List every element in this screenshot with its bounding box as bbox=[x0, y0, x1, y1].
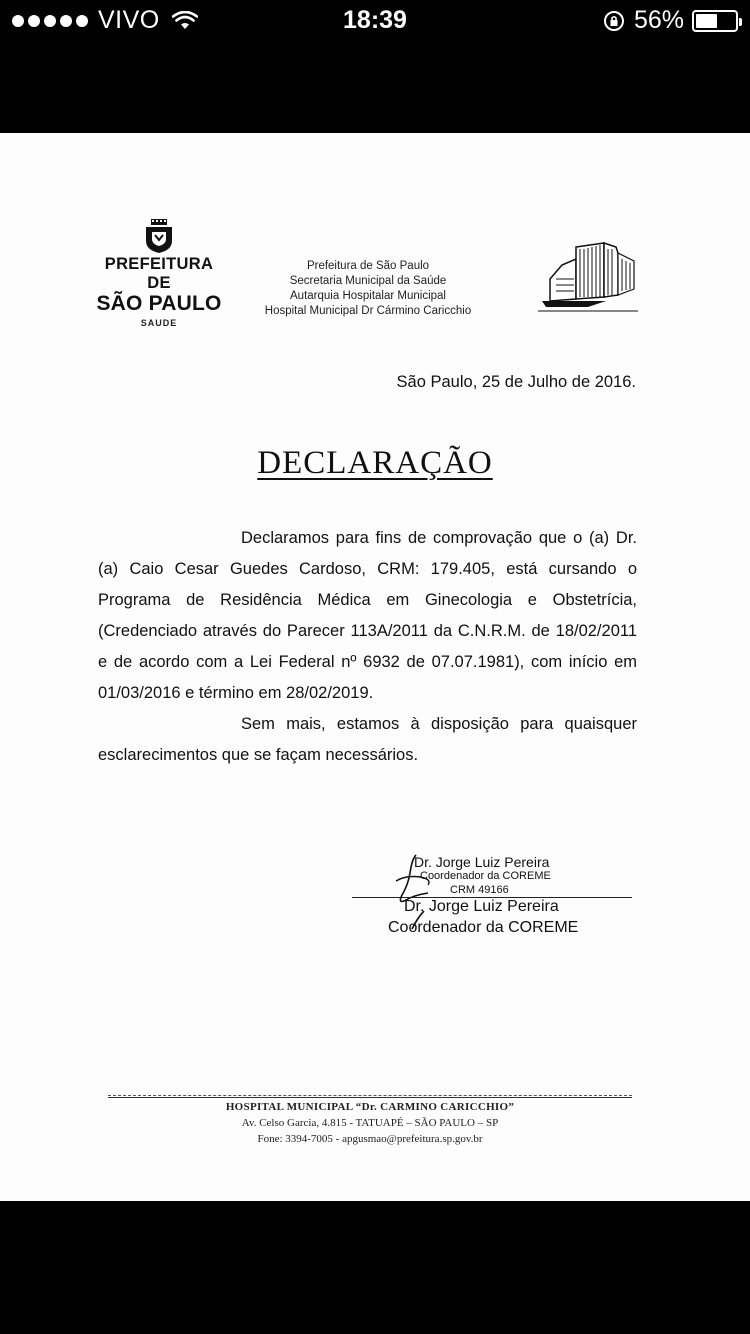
footer-divider bbox=[108, 1097, 632, 1098]
document-title: DECLARAÇÃO bbox=[257, 445, 493, 481]
signature-stamp bbox=[414, 855, 551, 897]
institution-line: Secretaria Municipal da Saúde bbox=[289, 275, 447, 287]
document-footer bbox=[0, 1099, 740, 1147]
institution-line: Hospital Municipal Dr Cármino Caricchio bbox=[264, 305, 472, 317]
clock: 18:39 bbox=[343, 6, 407, 34]
footer-address: Av. Celso Garcia, 4.815 - TATUAPÉ – SÃO PAULO – SP bbox=[241, 1117, 499, 1129]
rotation-lock-icon bbox=[602, 9, 626, 33]
document-date: São Paulo, 25 de Julho de 2016. bbox=[396, 373, 636, 391]
document-page bbox=[0, 133, 750, 1201]
institution-header bbox=[240, 259, 496, 319]
signatory-role: Coordenador da COREME bbox=[388, 919, 579, 936]
stamp-crm: CRM 49166 bbox=[450, 884, 509, 896]
signatory-name: Dr. Jorge Luiz Pereira bbox=[404, 898, 559, 915]
document-body bbox=[98, 523, 637, 771]
status-right bbox=[602, 6, 738, 35]
prefeitura-logo bbox=[94, 219, 224, 328]
hospital-building-icon bbox=[536, 239, 640, 315]
stamp-name: Dr. Jorge Luiz Pereira bbox=[414, 854, 550, 870]
battery-icon bbox=[692, 10, 738, 32]
battery-percent: 56% bbox=[633, 6, 684, 34]
institution-line: Autarquia Hospitalar Municipal bbox=[290, 290, 446, 302]
carrier-name: VIVO bbox=[98, 6, 160, 34]
logo-text-line2: SÃO PAULO bbox=[96, 292, 222, 315]
logo-text-line3: SAUDE bbox=[140, 318, 178, 328]
institution-line: Prefeitura de São Paulo bbox=[306, 260, 430, 272]
status-bar bbox=[0, 0, 750, 40]
body-paragraph: Sem mais, estamos à disposição para quaisquer esclarecimentos que se façam necessários. bbox=[98, 715, 637, 764]
footer-hospital-name: HOSPITAL MUNICIPAL “Dr. CARMINO CARICCHIO” bbox=[225, 1101, 515, 1113]
footer-divider bbox=[108, 1095, 632, 1096]
logo-text-line1: PREFEITURA DE bbox=[104, 255, 214, 292]
stamp-role: Coordenador da COREME bbox=[420, 870, 551, 882]
battery-fill bbox=[696, 14, 717, 28]
body-paragraph: Declaramos para fins de comprovação que o (a) Dr. (a) Caio Cesar Guedes Cardoso, CRM: 179.405, está cursando o Programa de Residência Médica em Ginecologia e Obstetrícia, (Credenciado através do Parecer 113A/2011 da C.N.R.M. de 18/02/2011 e de acordo com a Lei Federal nº 6932 de 07.07.1981), com início em 01/03/2016 e término em 28/02/2019. bbox=[98, 529, 637, 702]
footer-contact: Fone: 3394-7005 - apgusmao@prefeitura.sp.gov.br bbox=[257, 1133, 483, 1145]
city-crest-icon bbox=[143, 219, 175, 253]
